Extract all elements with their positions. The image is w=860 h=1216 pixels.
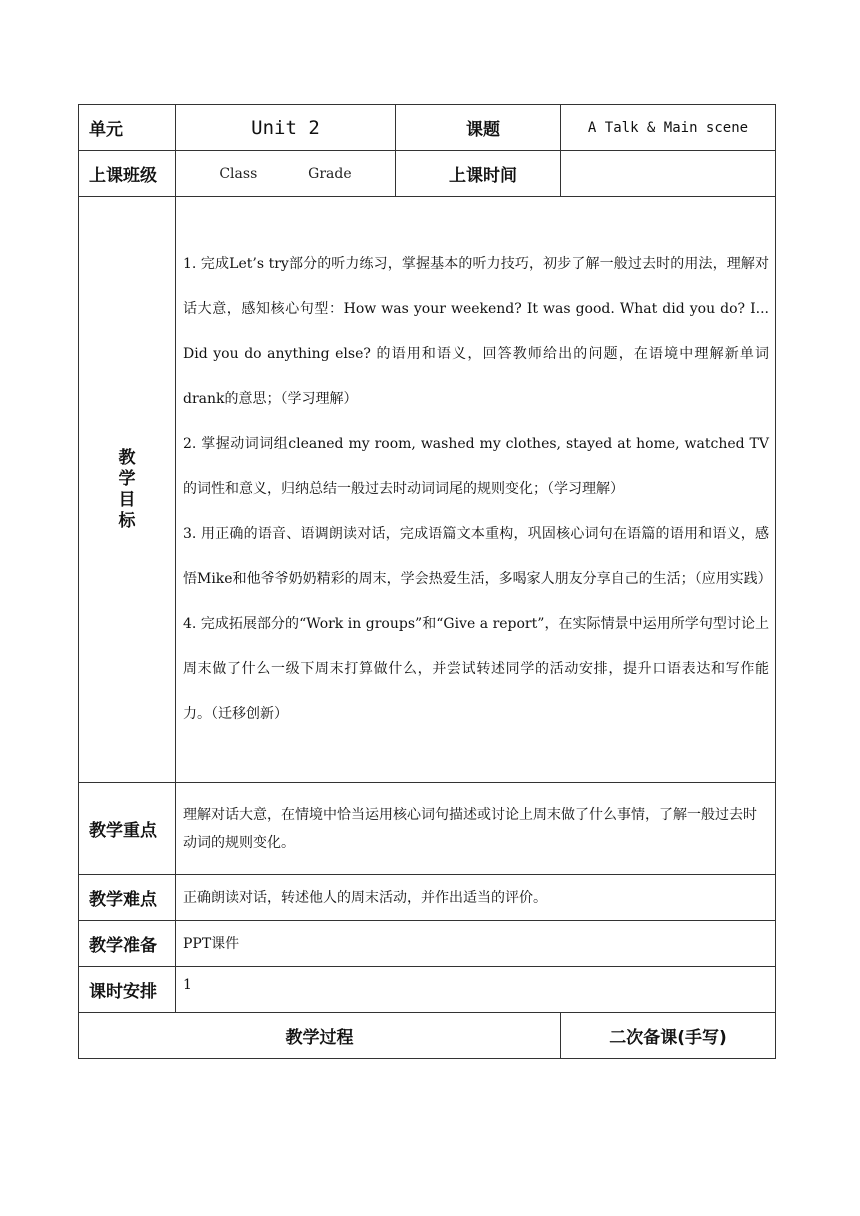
process-header-row: [79, 1013, 776, 1059]
difficulties-text: 正确朗读对话，转述他人的周末活动，并作出适当的评价。: [176, 875, 776, 921]
schedule-text: 1: [176, 967, 776, 1013]
objectives-row: [79, 197, 776, 783]
objectives-label-char: 学: [118, 468, 136, 489]
objectives-label: [79, 197, 176, 783]
key-points-label: 教学重点: [79, 783, 176, 875]
preparation-row: [79, 921, 776, 967]
class-text: Class: [219, 165, 258, 182]
unit-value: Unit 2: [176, 105, 396, 151]
objective-item: 3. 用正确的语音、语调朗读对话，完成语篇文本重构，巩固核心词句在语篇的语用和语义，感悟Mike和他爷爷奶奶精彩的周末，学会热爱生活，多喝家人朋友分享自己的生活；（应用实践）: [183, 526, 772, 587]
preparation-text: PPT课件: [176, 921, 776, 967]
difficulties-row: [79, 875, 776, 921]
class-row: [79, 151, 776, 197]
class-label: 上课班级: [79, 151, 176, 197]
unit-row: [79, 105, 776, 151]
topic-label: 课题: [396, 105, 561, 151]
key-points-text: 理解对话大意，在情境中恰当运用核心词句描述或讨论上周末做了什么事情，了解一般过去时动词的规则变化。: [176, 783, 776, 875]
unit-label: 单元: [79, 105, 176, 151]
class-grade-cell: [176, 151, 396, 197]
notes-header: 二次备课(手写): [561, 1013, 776, 1059]
grade-text: Grade: [308, 165, 352, 182]
objectives-label-char: 目: [118, 489, 136, 510]
schedule-row: [79, 967, 776, 1013]
lesson-plan-table: [78, 104, 776, 1059]
objective-item: 4. 完成拓展部分的“Work in groups”和“Give a report”，在实际情景中运用所学句型讨论上周末做了什么一级下周末打算做什么，并尝试转述同学的活动安排，提升口语表达和写作能力。（迁移创新）: [183, 616, 769, 722]
objectives-label-char: 标: [118, 510, 136, 531]
process-header: 教学过程: [79, 1013, 561, 1059]
objectives-content: [176, 197, 776, 783]
topic-value: A Talk & Main scene: [561, 105, 776, 151]
time-value: [561, 151, 776, 197]
time-label: 上课时间: [396, 151, 561, 197]
preparation-label: 教学准备: [79, 921, 176, 967]
key-points-row: [79, 783, 776, 875]
objective-item: 1. 完成Let’s try部分的听力练习，掌握基本的听力技巧，初步了解一般过去时的用法，理解对话大意，感知核心句型：How was your weekend? It was good. What did you do? I... Did you do anything else? 的语用和语义，回答教师给出的问题，在语境中理解新单词drank的意思；（学习理解）: [183, 256, 769, 407]
objective-item: 2. 掌握动词词组cleaned my room, washed my clothes, stayed at home, watched TV的词性和意义，归纳总结一般过去时动词词尾的规则变化；（学习理解）: [183, 436, 769, 497]
difficulties-label: 教学难点: [79, 875, 176, 921]
schedule-label: 课时安排: [79, 967, 176, 1013]
objectives-label-char: 教: [118, 447, 136, 468]
